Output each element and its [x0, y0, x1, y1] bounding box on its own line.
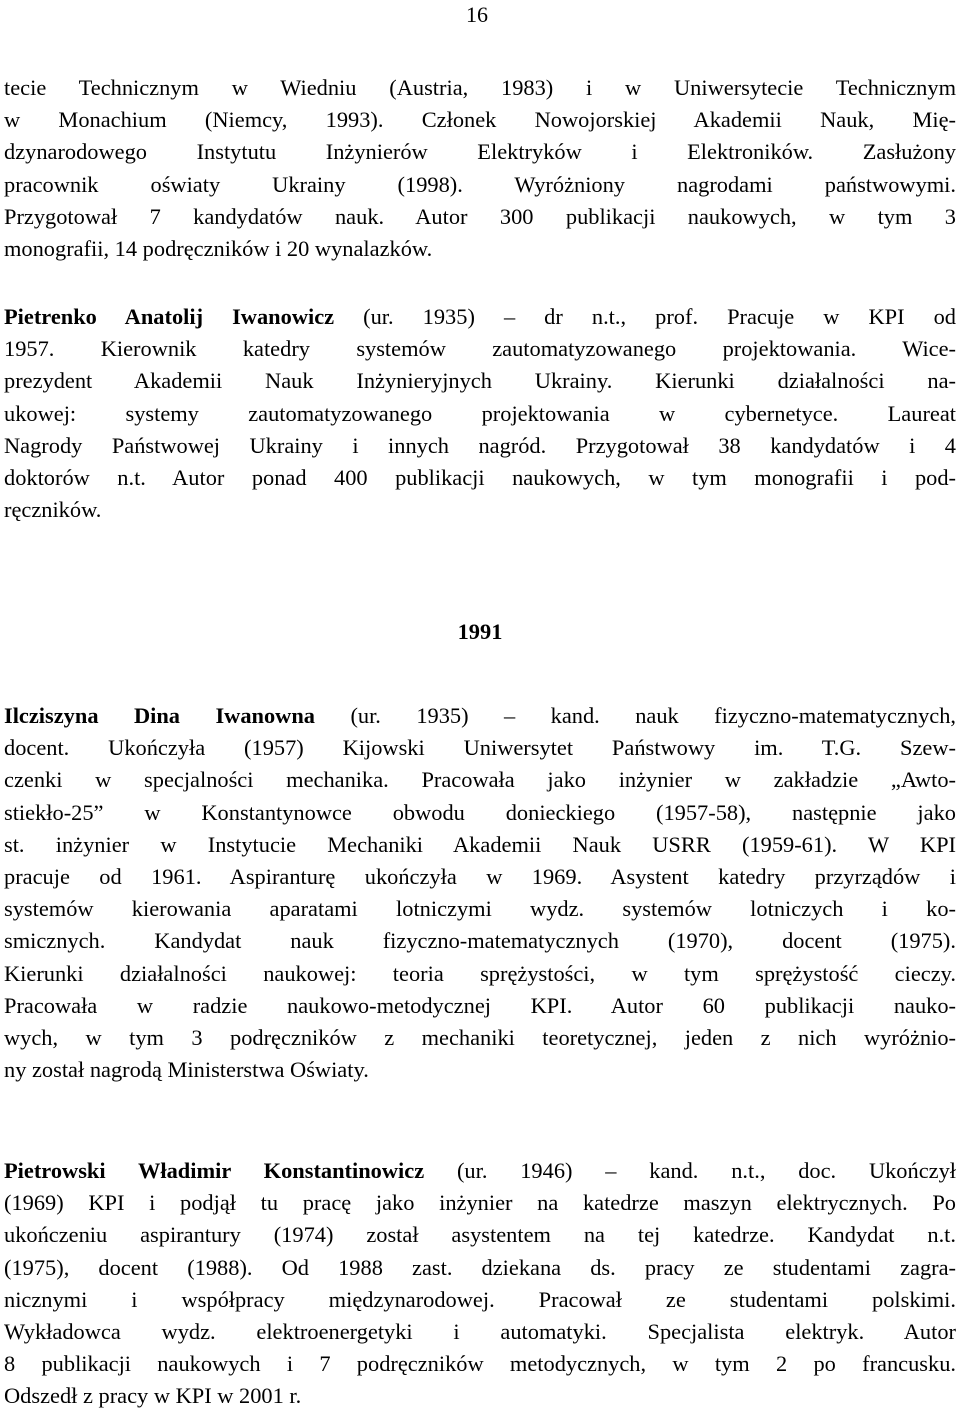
- text-line: Kierunki działalności naukowej: teoria sprężystości, w tym sprężystość cieczy.: [4, 960, 956, 986]
- text-line: Nagrody Państwowej Ukrainy i innych nagród. Przygotował 38 kandydatów i 4: [4, 432, 956, 458]
- entry-first-line: [4, 700, 956, 732]
- text-line: pracownik oświaty Ukrainy (1998). Wyróżniony nagrodami państwowymi.: [4, 171, 956, 197]
- text-line: (1975), docent (1988). Od 1988 zast. dziekana ds. pracy ze studentami zagra-: [4, 1254, 956, 1280]
- text-line: 8 publikacji naukowych i 7 podręczników metodycznych, w tym 2 po francusku.: [4, 1351, 956, 1377]
- text-line: ręczników.: [4, 497, 102, 523]
- year-heading: 1991: [457, 619, 503, 644]
- text-line: (1969) KPI i podjął tu pracę jako inżynier na katedrze maszyn elektrycznych. Po: [4, 1190, 956, 1216]
- text-line: monografii, 14 podręczników i 20 wynalazków.: [4, 235, 433, 261]
- text-line: Wykładowca wydz. elektroenergetyki i automatyki. Specjalista elektryk. Autor: [4, 1318, 956, 1344]
- text-line: stiekło-25” w Konstantynowce obwodu donieckiego (1957-58), następnie jako: [4, 799, 956, 825]
- entry-ilcziszyna: [4, 700, 956, 1086]
- entry-name: Pietrowski Władimir Konstantinowicz: [4, 1158, 425, 1183]
- entry-first-line: [4, 301, 956, 333]
- text-line: Pracowała w radzie naukowo-metodycznej KPI. Autor 60 publikacji nauko-: [4, 992, 956, 1018]
- text-line: st. inżynier w Instytucie Mechaniki Akademii Nauk USRR (1959-61). W KPI: [4, 831, 956, 857]
- text-line: doktorów n.t. Autor ponad 400 publikacji naukowych, w tym monografii i pod-: [4, 464, 956, 490]
- text-line: smicznych. Kandydat nauk fizyczno-matematycznych (1970), docent (1975).: [4, 928, 956, 954]
- entry-text: (ur. 1946) – kand. n.t., doc. Ukończył: [424, 1158, 956, 1183]
- entry-text: (ur. 1935) – kand. nauk fizyczno-matematycznych,: [315, 703, 956, 728]
- entry-first-line: [4, 1155, 956, 1187]
- text-line: 1957. Kierownik katedry systemów zautomatyzowanego projektowania. Wice-: [4, 336, 956, 362]
- text-line: systemów kierowania aparatami lotniczymi wydz. systemów lotniczych i ko-: [4, 896, 956, 922]
- entry-pietrowski: [4, 1155, 956, 1413]
- text-line: pracuje od 1961. Aspiranturę ukończyła w 1969. Asystent katedry przyrządów i: [4, 863, 956, 889]
- text-line: docent. Ukończyła (1957) Kijowski Uniwersytet Państwowy im. T.G. Szew-: [4, 735, 956, 761]
- text-line: Przygotował 7 kandydatów nauk. Autor 300 publikacji naukowych, w tym 3: [4, 203, 956, 229]
- text-line: ny został nagrodą Ministerstwa Oświaty.: [4, 1057, 369, 1083]
- text-line: ukończeniu aspirantury (1974) został asystentem na tej katedrze. Kandydat n.t.: [4, 1222, 956, 1248]
- entry-name: Ilcziszyna Dina Iwanowna: [4, 703, 315, 728]
- text-line: tecie Technicznym w Wiedniu (Austria, 1983) i w Uniwersytecie Technicznym: [4, 75, 956, 100]
- text-line: czenki w specjalności mechanika. Pracowała jako inżynier w zakładzie „Awto-: [4, 767, 956, 793]
- text-line: prezydent Akademii Nauk Inżynieryjnych Ukrainy. Kierunki działalności na-: [4, 368, 956, 394]
- text-line: Odszedł z pracy w KPI w 2001 r.: [4, 1383, 302, 1409]
- page-number: 16: [466, 2, 488, 27]
- paragraph-continuation: [4, 72, 956, 265]
- text-line: dzynarodowego Instytutu Inżynierów Elektryków i Elektroników. Zasłużony: [4, 139, 956, 165]
- text-line: wych, w tym 3 podręczników z mechaniki teoretycznej, jeden z nich wyróżnio-: [4, 1024, 956, 1050]
- text-line: w Monachium (Niemcy, 1993). Członek Nowojorskiej Akademii Nauk, Mię-: [4, 107, 956, 133]
- text-line: ukowej: systemy zautomatyzowanego projektowania w cybernetyce. Laureat: [4, 400, 956, 426]
- entry-pietrenko: [4, 301, 956, 526]
- entry-name: Pietrenko Anatolij Iwanowicz: [4, 304, 335, 329]
- text-line: nicznymi i współpracy międzynarodowej. Pracował ze studentami polskimi.: [4, 1286, 956, 1312]
- entry-text: (ur. 1935) – dr n.t., prof. Pracuje w KPI od: [334, 304, 957, 329]
